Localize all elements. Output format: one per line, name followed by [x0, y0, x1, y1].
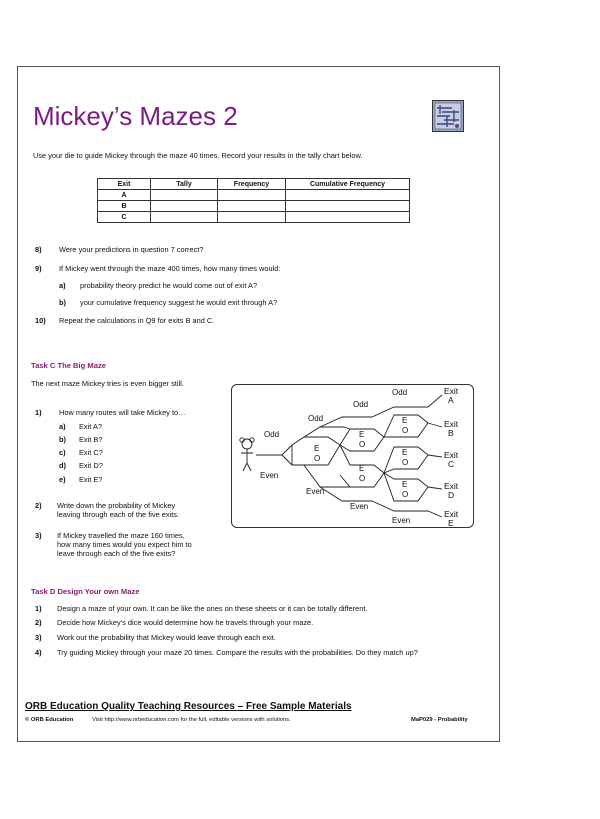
- sub-text: Exit E?: [79, 475, 103, 484]
- eo-o: O: [402, 426, 409, 435]
- table-row: [98, 201, 410, 212]
- frequency-cell[interactable]: [218, 201, 286, 212]
- mickey-head: [242, 439, 252, 449]
- odd-label: Odd: [353, 400, 369, 409]
- question-number: 1): [35, 408, 42, 417]
- question-text: Work out the probability that Mickey would leave through each exit.: [57, 633, 276, 642]
- even-label: Even: [392, 516, 411, 525]
- tally-cell[interactable]: [151, 212, 218, 223]
- odd-label: Odd: [264, 430, 280, 439]
- even-label: Even: [350, 502, 369, 511]
- question-number: a): [59, 281, 66, 290]
- header-frequency: Frequency: [218, 179, 286, 190]
- row-exit-label: B: [98, 201, 151, 212]
- table-row: [98, 212, 410, 223]
- question-number: 2): [35, 618, 42, 627]
- eo-e: E: [314, 444, 320, 453]
- maze-path: [256, 445, 292, 465]
- question-text: Were your predictions in question 7 correct?: [59, 245, 204, 254]
- sub-number: c): [59, 448, 66, 457]
- eo-o: O: [314, 454, 321, 463]
- header-exit: Exit: [98, 179, 151, 190]
- eo-e: E: [359, 464, 365, 473]
- sub-number: e): [59, 475, 66, 484]
- question-text: your cumulative frequency suggest he would exit through A?: [80, 298, 278, 307]
- exit-letter: E: [448, 518, 454, 528]
- question-text: leave through each of the five exits?: [57, 549, 176, 558]
- sub-text: Exit A?: [79, 422, 103, 431]
- maze-path: [304, 395, 442, 437]
- table-row: [98, 190, 410, 201]
- question-text: If Mickey travelled the maze 160 times,: [57, 531, 185, 540]
- question-text: Decide how Mickey’s dice would determine how he travels through your maze.: [57, 618, 314, 627]
- question-text: how many times would you expect him to: [57, 540, 192, 549]
- question-number: 3): [35, 633, 42, 642]
- eo-o: O: [402, 490, 409, 499]
- maze-logo-icon: [432, 100, 464, 132]
- eo-e: E: [359, 430, 365, 439]
- question-number: 4): [35, 648, 42, 657]
- footer-code: MaP029 - Probability: [411, 717, 468, 723]
- eo-e: E: [402, 416, 408, 425]
- odd-label: Odd: [392, 388, 408, 397]
- cumulative-cell[interactable]: [286, 190, 410, 201]
- exit-word: Exit: [444, 450, 459, 460]
- question-text: How many routes will take Mickey to…: [59, 408, 186, 417]
- question-text: Try guiding Mickey through your maze 20 times. Compare the results with the probabilities. Do they match up?: [57, 648, 418, 657]
- question-number: 9): [35, 264, 42, 273]
- odd-label: Odd: [308, 414, 324, 423]
- exit-letter: D: [448, 490, 455, 500]
- question-text: If Mickey went through the maze 400 times, how many times would:: [59, 264, 281, 273]
- sub-text: Exit D?: [79, 461, 103, 470]
- question-number: 1): [35, 604, 42, 613]
- question-number: 3): [35, 531, 42, 540]
- even-label: Even: [306, 487, 325, 496]
- header-tally: Tally: [151, 179, 218, 190]
- question-number: 10): [35, 316, 46, 325]
- exit-letter: A: [448, 395, 454, 405]
- tally-cell[interactable]: [151, 201, 218, 212]
- question-number: 2): [35, 501, 42, 510]
- sub-text: Exit C?: [79, 448, 103, 457]
- table-header-row: [98, 179, 410, 190]
- task-c-heading: Task C The Big Maze: [31, 361, 106, 370]
- question-text: leaving through each of the five exits.: [57, 510, 180, 519]
- maze-svg: [232, 385, 475, 529]
- eo-e: E: [402, 480, 408, 489]
- row-exit-label: A: [98, 190, 151, 201]
- eo-o: O: [359, 440, 366, 449]
- exit-word: Exit: [444, 386, 459, 396]
- question-text: Design a maze of your own. It can be like the ones on these sheets or it can be totally different.: [57, 604, 368, 613]
- page-title: Mickey’s Mazes 2: [33, 101, 238, 131]
- maze-diagram: [231, 384, 474, 528]
- mickey-body: [241, 449, 253, 471]
- exit-word: Exit: [444, 509, 459, 519]
- exit-letter: B: [448, 428, 454, 438]
- tally-cell[interactable]: [151, 190, 218, 201]
- question-text: probability theory predict he would come out of exit A?: [80, 281, 258, 290]
- eo-e: E: [402, 448, 408, 457]
- question-number: 8): [35, 245, 42, 254]
- question-number: b): [59, 298, 66, 307]
- tally-table: [97, 178, 410, 223]
- footer-title: ORB Education Quality Teaching Resources – Free Sample Materials: [25, 701, 352, 712]
- sub-text: Exit B?: [79, 435, 103, 444]
- exit-word: Exit: [444, 419, 459, 429]
- exit-letter: C: [448, 459, 455, 469]
- question-text: Write down the probability of Mickey: [57, 501, 176, 510]
- even-label: Even: [260, 471, 279, 480]
- cumulative-cell[interactable]: [286, 212, 410, 223]
- sub-number: b): [59, 435, 66, 444]
- task-d-heading: Task D Design Your own Maze: [31, 587, 140, 596]
- intro-text: Use your die to guide Mickey through the maze 40 times. Record your results in the tally chart below.: [33, 151, 363, 160]
- sub-number: d): [59, 461, 66, 470]
- exit-word: Exit: [444, 481, 459, 491]
- footer-visit-text: Visit http://www.orbeducation.com for the full, editable versions with solutions.: [92, 717, 291, 723]
- cumulative-cell[interactable]: [286, 201, 410, 212]
- footer-copyright: © ORB Education: [25, 717, 74, 723]
- eo-o: O: [402, 458, 409, 467]
- eo-o: O: [359, 474, 366, 483]
- frequency-cell[interactable]: [218, 190, 286, 201]
- question-text: Repeat the calculations in Q9 for exits B and C.: [59, 316, 215, 325]
- row-exit-label: C: [98, 212, 151, 223]
- sub-number: a): [59, 422, 66, 431]
- header-cumulative: Cumulative Frequency: [286, 179, 410, 190]
- frequency-cell[interactable]: [218, 212, 286, 223]
- task-c-intro: The next maze Mickey tries is even bigger still.: [31, 379, 184, 388]
